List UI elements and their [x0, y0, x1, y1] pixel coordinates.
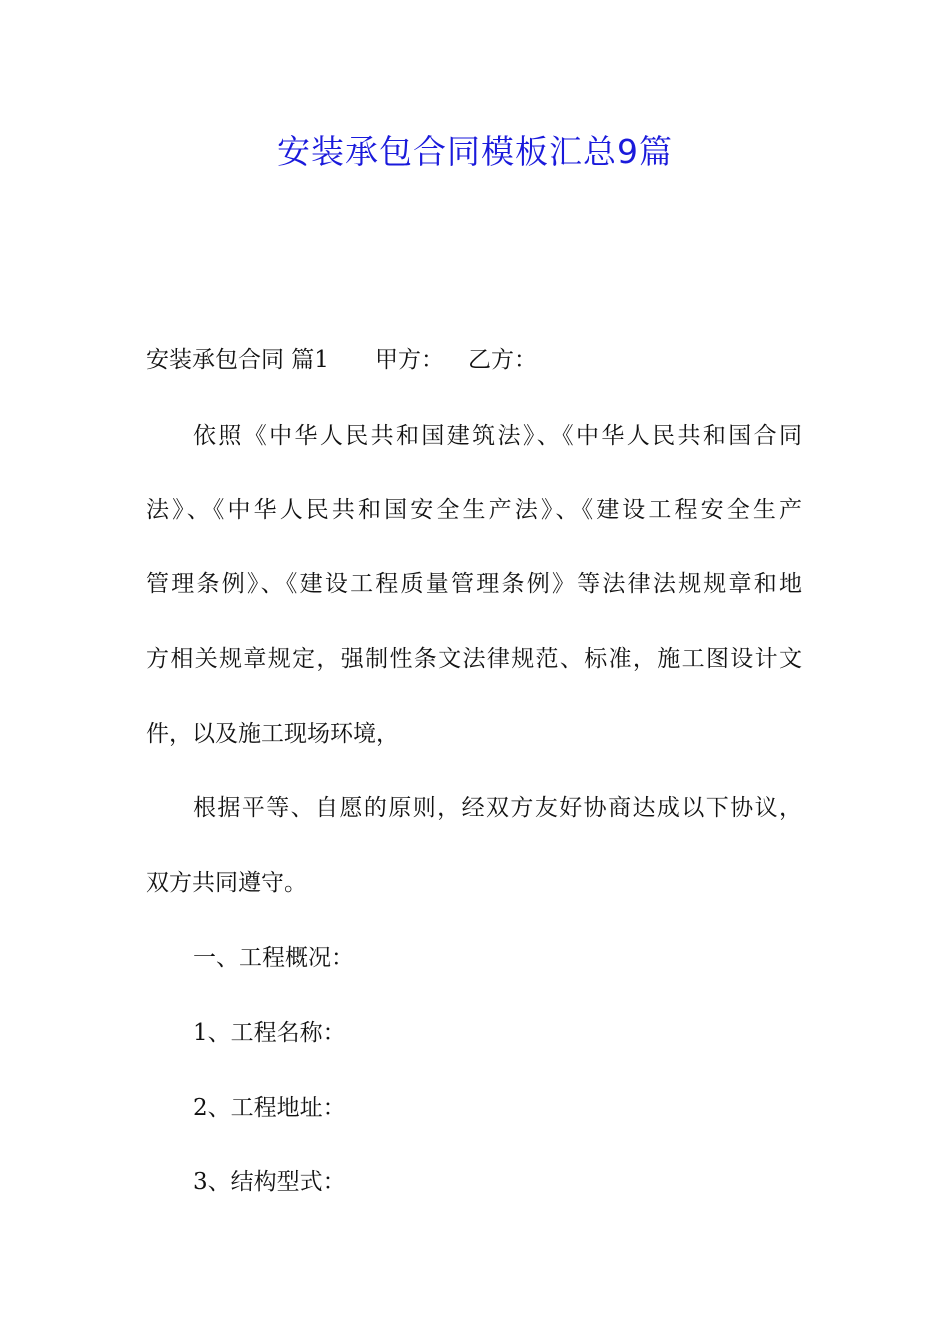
paragraph-line: 依照《中华人民共和国建筑法》、《中华人民共和国合同 — [193, 423, 802, 449]
list-item: 1、工程名称： — [193, 1020, 346, 1046]
paragraph-line: 法》、《中华人民共和国安全生产法》、《建设工程安全生产 — [146, 497, 802, 523]
paragraph-line: 方相关规章规定，强制性条文法律规范、标准，施工图设计文 — [146, 646, 802, 672]
contract-heading: 安装承包合同 篇1 — [146, 347, 329, 373]
list-item: 3、结构型式： — [193, 1169, 346, 1195]
party-b-label: 乙方： — [467, 347, 537, 373]
paragraph-line: 根据平等、自愿的原则，经双方友好协商达成以下协议， — [193, 795, 802, 821]
paragraph-line: 件，以及施工现场环境， — [146, 721, 399, 747]
paragraph-line: 管理条例》、《建设工程质量管理条例》等法律法规规章和地 — [146, 571, 802, 597]
document-title: 安装承包合同模板汇总9篇 — [277, 132, 673, 171]
section-heading: 一、工程概况： — [193, 945, 354, 971]
party-a-label: 甲方： — [374, 347, 444, 373]
paragraph-line: 双方共同遵守。 — [146, 870, 307, 896]
list-item: 2、工程地址： — [193, 1095, 346, 1121]
contract-intro-line — [146, 344, 537, 376]
